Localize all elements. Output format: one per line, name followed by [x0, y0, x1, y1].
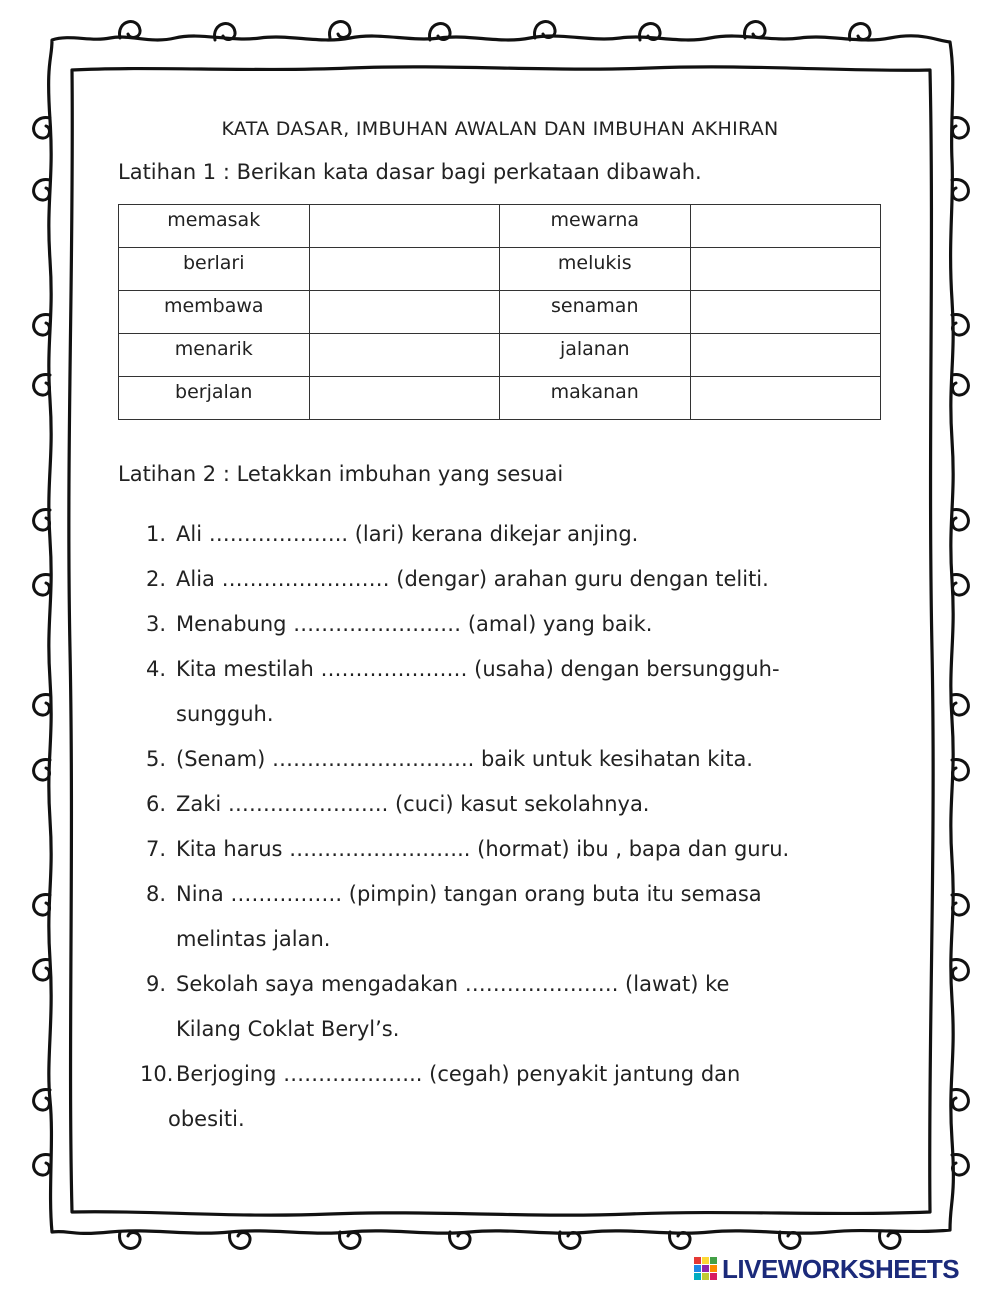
word-cell: menarik [119, 334, 310, 377]
logo-text: LIVEWORKSHEETS [722, 1253, 960, 1284]
list-item [146, 737, 906, 782]
word-cell: berjalan [119, 377, 310, 420]
item-text: Ali ……………….. (lari) kerana dikejar anjing. [176, 522, 639, 546]
answer-cell[interactable] [309, 334, 500, 377]
item-text: Nina ……………. (pimpin) tangan orang buta itu semasa [176, 882, 762, 906]
item-number: 7. [146, 837, 167, 861]
item-text-continued: sungguh. [176, 702, 274, 726]
item-text-continued: melintas jalan. [176, 927, 331, 951]
item-number: 9. [146, 972, 167, 996]
latihan2-heading: Latihan 2 : Letakkan imbuhan yang sesuai [118, 462, 564, 486]
table-row [119, 205, 881, 248]
word-cell: memasak [119, 205, 310, 248]
worksheet-title: KATA DASAR, IMBUHAN AWALAN DAN IMBUHAN AKHIRAN [221, 118, 779, 140]
item-number: 4. [146, 657, 167, 681]
latihan1-table [118, 204, 881, 420]
word-cell: berlari [119, 248, 310, 291]
item-text: Kita harus …………………….. (hormat) ibu , bapa dan guru. [176, 837, 790, 861]
item-text: Alia …………………… (dengar) arahan guru dengan teliti. [176, 567, 769, 591]
liveworksheets-logo-icon [694, 1257, 718, 1281]
table-row [119, 291, 881, 334]
list-item [146, 557, 906, 602]
latihan2-list [140, 512, 906, 1142]
table-row [119, 334, 881, 377]
list-item [146, 962, 906, 1052]
item-number: 10. [140, 1062, 174, 1086]
answer-cell[interactable] [309, 291, 500, 334]
answer-cell[interactable] [309, 205, 500, 248]
item-text: Kita mestilah ………………… (usaha) dengan bersungguh- [176, 657, 780, 681]
word-cell: mewarna [500, 205, 691, 248]
liveworksheets-logo[interactable] [694, 1254, 959, 1284]
item-number: 1. [146, 522, 167, 546]
list-item [146, 782, 906, 827]
answer-cell[interactable] [690, 334, 881, 377]
list-item [146, 512, 906, 557]
word-cell: jalanan [500, 334, 691, 377]
answer-cell[interactable] [690, 248, 881, 291]
word-cell: senaman [500, 291, 691, 334]
answer-cell[interactable] [690, 377, 881, 420]
item-number: 8. [146, 882, 167, 906]
item-text-continued: obesiti. [168, 1107, 245, 1131]
list-item [146, 647, 906, 737]
item-text-continued: Kilang Coklat Beryl’s. [176, 1017, 400, 1041]
answer-cell[interactable] [690, 205, 881, 248]
latihan1-heading: Latihan 1 : Berikan kata dasar bagi perkataan dibawah. [118, 160, 702, 184]
word-cell: makanan [500, 377, 691, 420]
list-item [146, 602, 906, 647]
item-text: Menabung …………………… (amal) yang baik. [176, 612, 653, 636]
word-cell: melukis [500, 248, 691, 291]
answer-cell[interactable] [690, 291, 881, 334]
item-number: 6. [146, 792, 167, 816]
list-item [140, 1052, 906, 1142]
item-text: Berjoging ……………….. (cegah) penyakit jantung dan [176, 1062, 741, 1086]
item-number: 5. [146, 747, 167, 771]
answer-cell[interactable] [309, 377, 500, 420]
item-text: Sekolah saya mengadakan …………………. (lawat) ke [176, 972, 730, 996]
word-cell: membawa [119, 291, 310, 334]
item-number: 3. [146, 612, 167, 636]
list-item [146, 827, 906, 872]
list-item [146, 872, 906, 962]
table-row [119, 377, 881, 420]
answer-cell[interactable] [309, 248, 500, 291]
table-row [119, 248, 881, 291]
item-text: Zaki ………………….. (cuci) kasut sekolahnya. [176, 792, 650, 816]
item-number: 2. [146, 567, 167, 591]
item-text: (Senam) ……………………….. baik untuk kesihatan kita. [176, 747, 753, 771]
